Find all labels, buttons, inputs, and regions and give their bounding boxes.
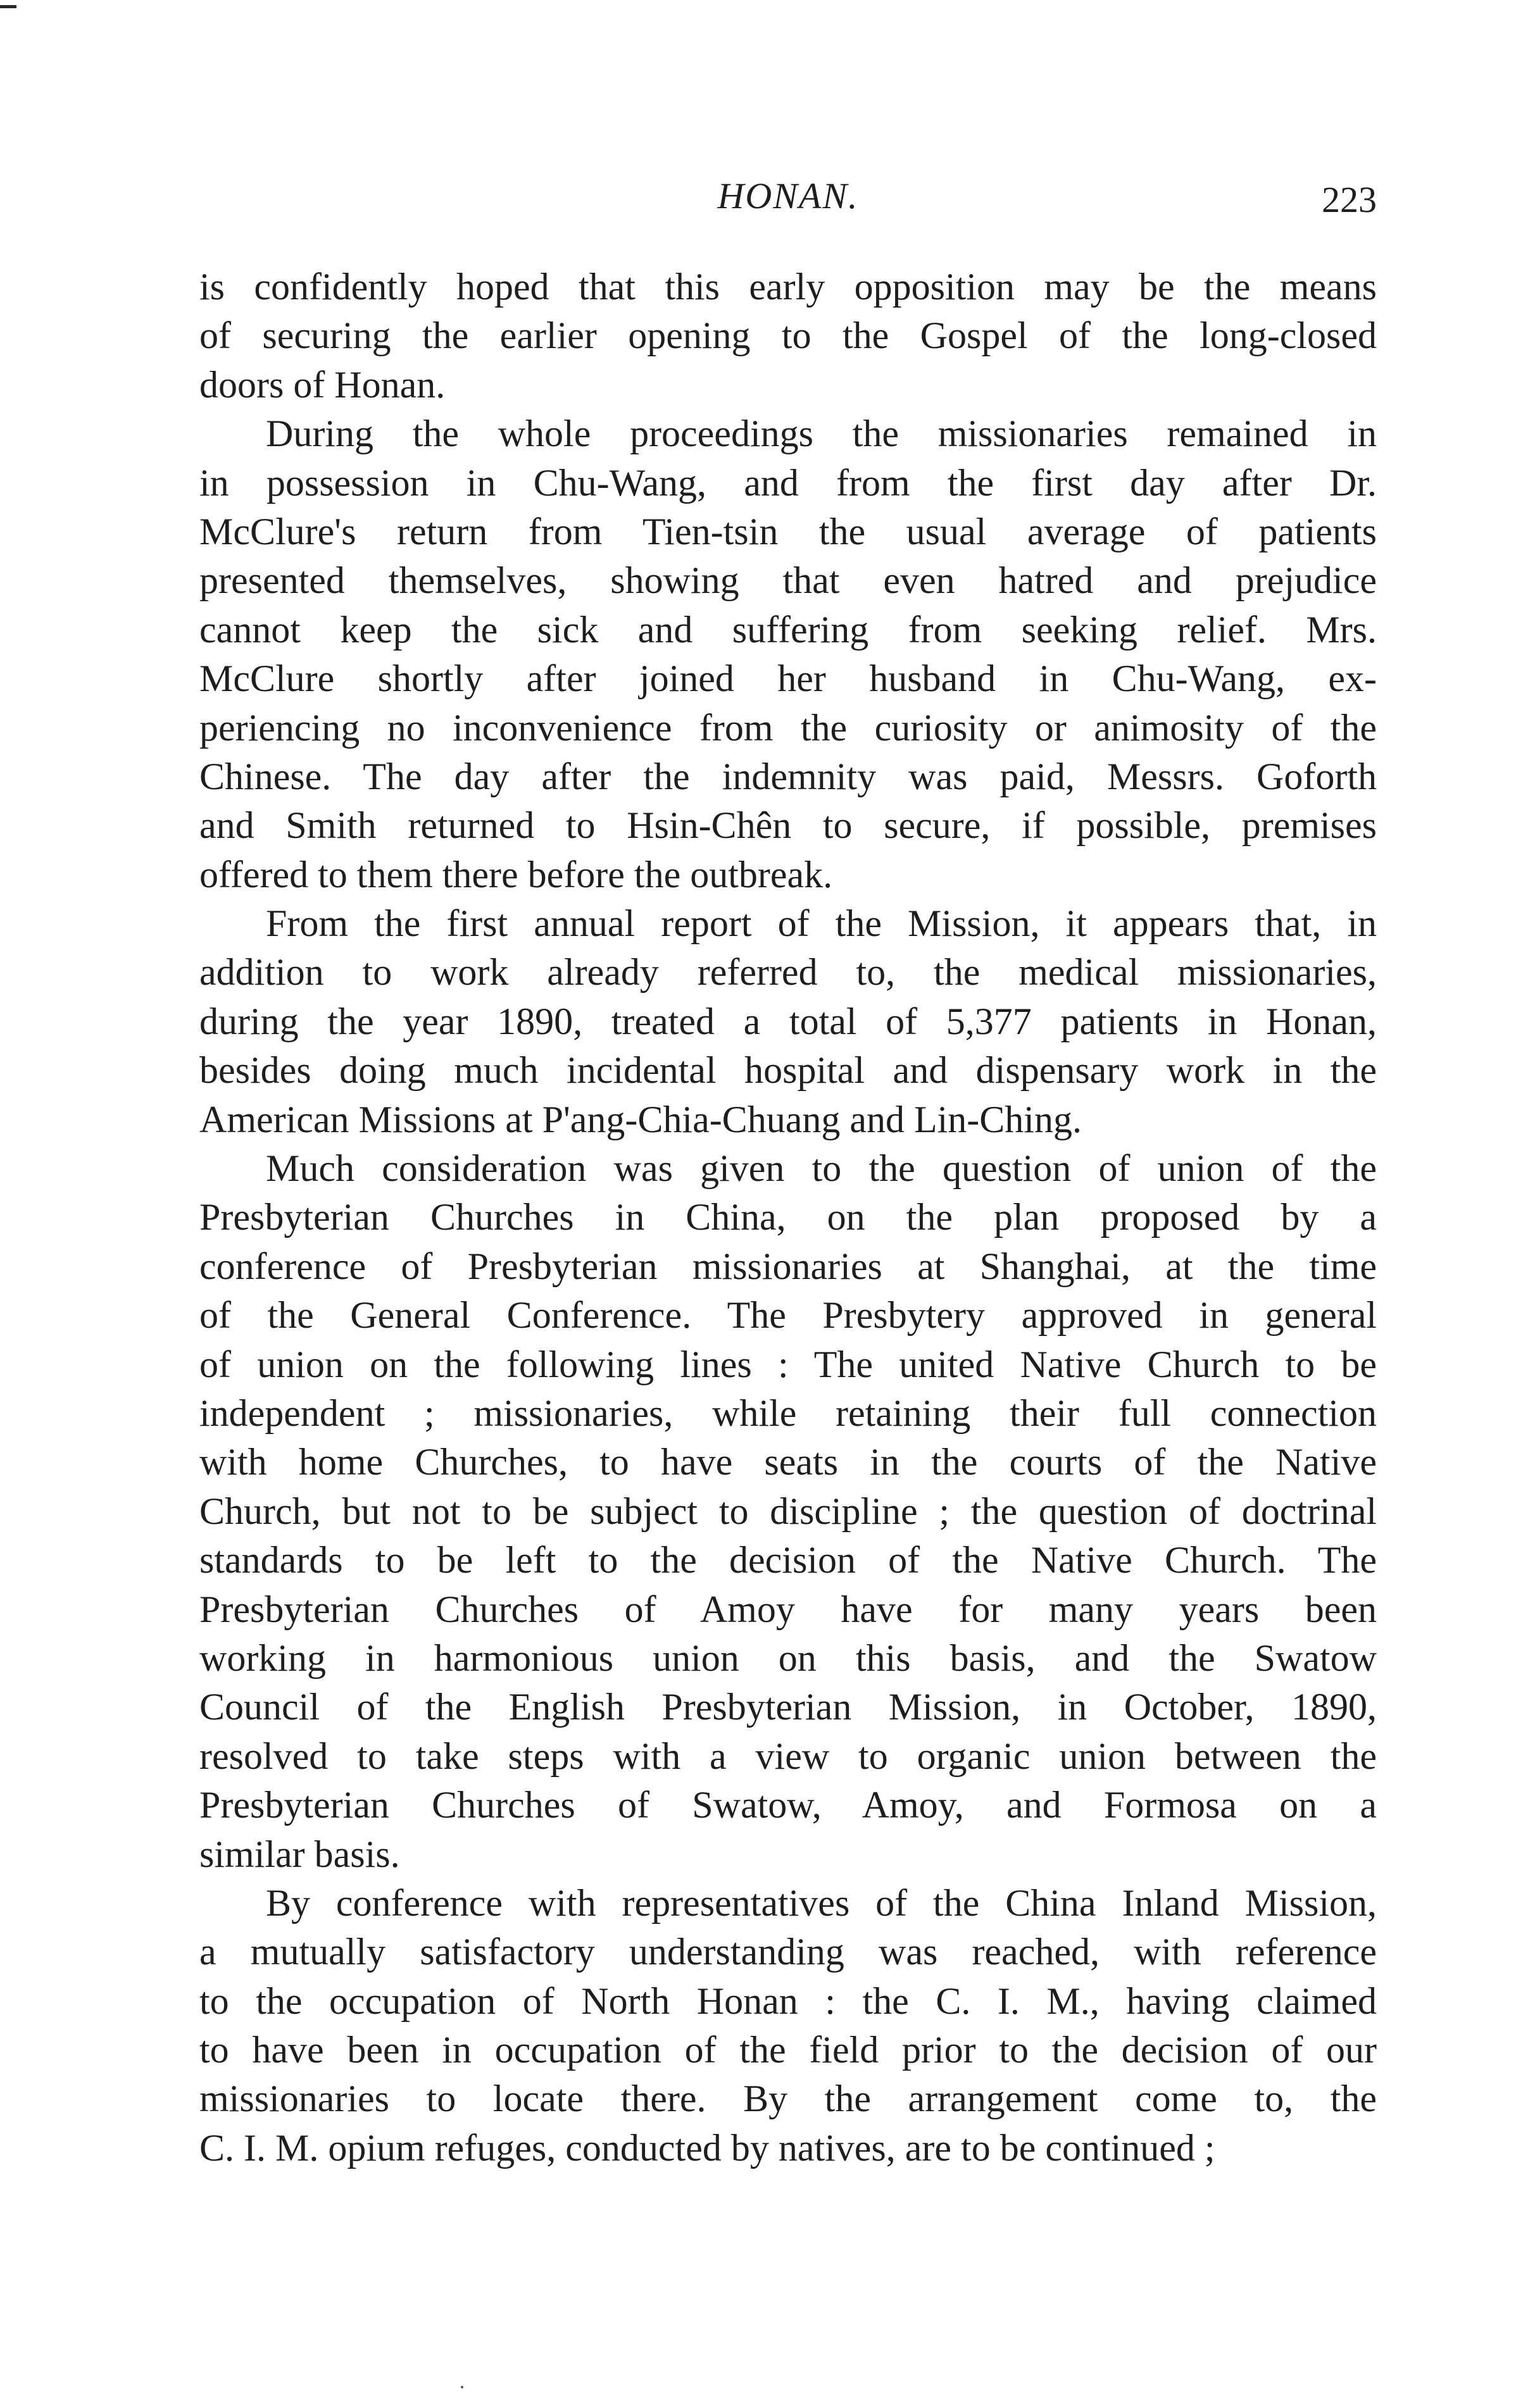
- text-line: Council of the English Presbyterian Mission, in October, 1890,: [199, 1686, 1377, 1728]
- paragraph: [199, 409, 1377, 899]
- text-line: Presbyterian Churches in China, on the plan proposed by a: [199, 1196, 1377, 1238]
- paragraph: [199, 1144, 1377, 1879]
- text-line: From the first annual report of the Mission, it appears that, in: [266, 902, 1377, 945]
- text-line: with home Churches, to have seats in the courts of the Native: [199, 1441, 1377, 1483]
- paragraph: [199, 899, 1377, 1144]
- text-line: doors of Honan.: [199, 363, 446, 406]
- text-line: to the occupation of North Honan : the C. I. M., having claimed: [199, 1980, 1377, 2022]
- text-line: and Smith returned to Hsin-Chên to secure, if possible, premises: [199, 804, 1377, 847]
- text-line: standards to be left to the decision of the Native Church. The: [199, 1539, 1377, 1581]
- text-line: besides doing much incidental hospital and dispensary work in the: [199, 1049, 1377, 1092]
- text-line: in possession in Chu-Wang, and from the first day after Dr.: [199, 461, 1377, 504]
- text-line: independent ; missionaries, while retaining their full connection: [199, 1392, 1377, 1434]
- text-line: By conference with representatives of the China Inland Mission,: [266, 1881, 1377, 1924]
- text-line: Chinese. The day after the indemnity was paid, Messrs. Goforth: [199, 755, 1377, 797]
- text-line: During the whole proceedings the missionaries remained in: [266, 413, 1377, 455]
- scan-speck: [461, 2386, 463, 2388]
- page-number: 223: [1322, 179, 1377, 220]
- text-line: resolved to take steps with a view to organic union between the: [199, 1735, 1377, 1777]
- text-line: American Missions at P'ang-Chia-Chuang and Lin-Ching.: [199, 1098, 1082, 1140]
- text-line: of the General Conference. The Presbytery approved in general: [199, 1294, 1377, 1337]
- body-text: [199, 263, 1377, 2173]
- text-line: of securing the earlier opening to the Gospel of the long-closed: [199, 315, 1377, 357]
- text-line: Presbyterian Churches of Swatow, Amoy, and Formosa on a: [199, 1784, 1377, 1826]
- page-header: [199, 168, 1377, 225]
- paragraph: [199, 263, 1377, 409]
- text-line: working in harmonious union on this basis, and the Swatow: [199, 1637, 1377, 1679]
- text-line: offered to them there before the outbreak.: [199, 853, 833, 895]
- text-line: is confidently hoped that this early opposition may be the means: [199, 266, 1377, 308]
- text-line: a mutually satisfactory understanding was reached, with reference: [199, 1931, 1377, 1973]
- text-line: addition to work already referred to, the medical missionaries,: [199, 951, 1377, 994]
- corner-scan-mark: [0, 5, 16, 8]
- text-line: to have been in occupation of the field prior to the decision of our: [199, 2029, 1377, 2071]
- text-line: Church, but not to be subject to discipline ; the question of doctrinal: [199, 1490, 1377, 1532]
- text-line: presented themselves, showing that even hatred and prejudice: [199, 559, 1377, 602]
- text-line: conference of Presbyterian missionaries at Shanghai, at the time: [199, 1245, 1377, 1287]
- text-line: of union on the following lines : The united Native Church to be: [199, 1343, 1377, 1385]
- text-line: Presbyterian Churches of Amoy have for many years been: [199, 1588, 1377, 1630]
- text-line: similar basis.: [199, 1833, 400, 1875]
- text-line: Much consideration was given to the question of union of the: [266, 1147, 1377, 1190]
- text-line: McClure shortly after joined her husband in Chu-Wang, ex-: [199, 658, 1377, 700]
- text-line: cannot keep the sick and suffering from seeking relief. Mrs.: [199, 608, 1377, 651]
- text-line: during the year 1890, treated a total of 5,377 patients in Honan,: [199, 1000, 1377, 1042]
- text-line: missionaries to locate there. By the arrangement come to, the: [199, 2078, 1377, 2120]
- text-line: C. I. M. opium refuges, conducted by natives, are to be continued ;: [199, 2126, 1215, 2169]
- running-head: HONAN.: [717, 175, 859, 216]
- text-line: periencing no inconvenience from the curiosity or animosity of the: [199, 706, 1377, 749]
- text-line: McClure's return from Tien-tsin the usual average of patients: [199, 510, 1377, 552]
- paragraph: [199, 1879, 1377, 2173]
